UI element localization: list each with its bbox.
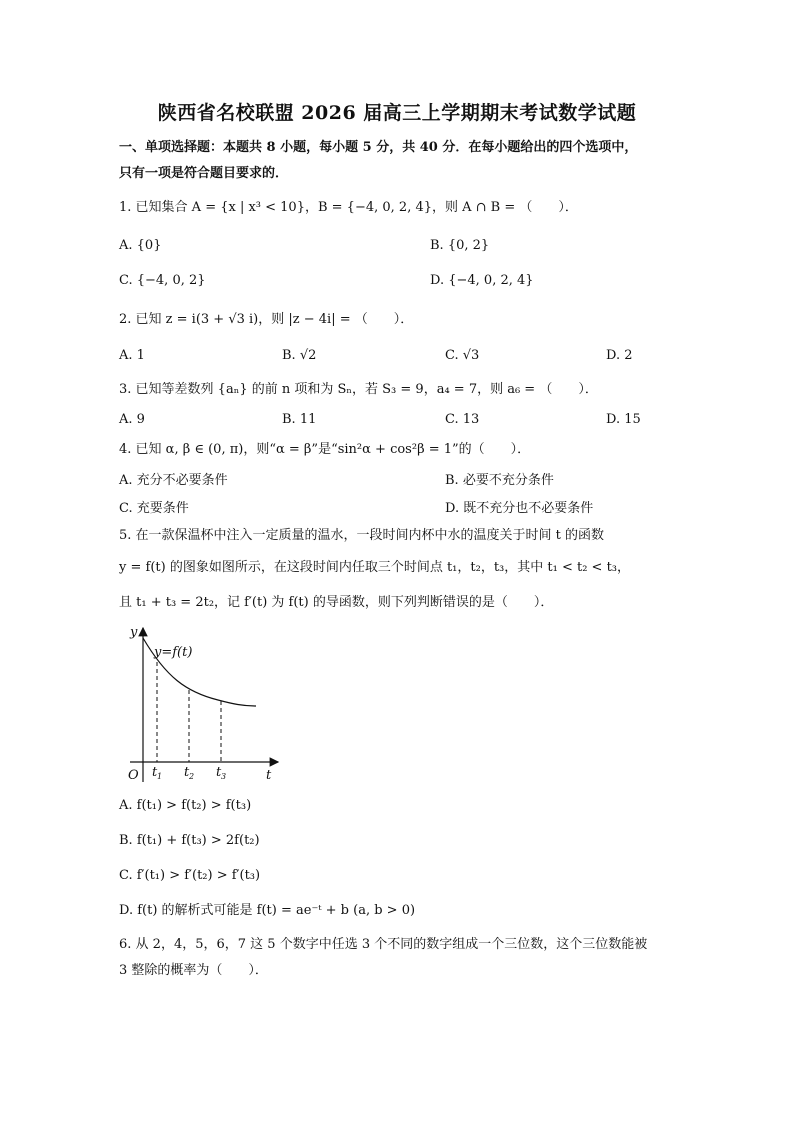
q4-option-b: B. 必要不充分条件 — [445, 473, 554, 488]
t3-label: t — [216, 765, 222, 780]
q3-option-a: A. 9 — [119, 412, 145, 427]
q1-option-c: C. {−4, 0, 2} — [119, 273, 206, 288]
q3-stem: 3. 已知等差数列 {aₙ} 的前 n 项和为 Sₙ，若 S₃ = 9，a₄ = 7，则 a₆ = （ ）． — [119, 382, 598, 397]
q1-option-b: B. {0, 2} — [430, 238, 490, 253]
q1-stem: 1. 已知集合 A = {x | x³ < 10}，B = {−4, 0, 2, 4}，则 A ∩ B = （ ）． — [119, 200, 578, 215]
q5-option-c: C. f′(t₁) > f′(t₂) > f′(t₃) — [119, 868, 261, 883]
x-axis-label: t — [266, 768, 272, 783]
t1-label: t — [152, 765, 158, 780]
q1-option-a: A. {0} — [119, 238, 162, 253]
q6-stem-line1: 6. 从 2，4，5，6，7 这 5 个数字中任选 3 个不同的数字组成一个三位数，这个三位数能被 — [119, 937, 648, 952]
t3-subscript: 3 — [221, 772, 227, 781]
curve-label: y=f(t) — [154, 645, 193, 660]
q2-option-c: C. √3 — [445, 348, 480, 363]
q4-option-c: C. 充要条件 — [119, 501, 189, 516]
q5-stem-line3: 且 t₁ + t₃ = 2t₂，记 f′(t) 为 f(t) 的导函数，则下列判断错误的是（ ）． — [119, 595, 554, 610]
q2-option-d: D. 2 — [606, 348, 633, 363]
t2-label: t — [184, 765, 190, 780]
q3-option-b: B. 11 — [282, 412, 317, 427]
q6-stem-line2: 3 整除的概率为（ ）． — [119, 963, 268, 978]
section-heading-line2: 只有一项是符合题目要求的． — [119, 166, 289, 181]
q3-option-d: D. 15 — [606, 412, 641, 427]
t2-subscript: 2 — [189, 772, 195, 781]
t1-subscript: 1 — [157, 772, 163, 781]
section-heading-line1: 一、单项选择题：本题共 8 小题，每小题 5 分，共 40 分．在每小题给出的四个选项中， — [119, 140, 638, 155]
q4-option-d: D. 既不充分也不必要条件 — [445, 501, 594, 516]
q5-option-d: D. f(t) 的解析式可能是 f(t) = ae⁻ᵗ + b (a, b > 0) — [119, 903, 416, 918]
q4-stem: 4. 已知 α, β ∈ (0, π)，则“α = β”是“sin²α + cos²β = 1”的（ ）． — [119, 442, 531, 457]
page-title: 陕西省名校联盟 2026 届高三上学期期末考试数学试题 — [157, 102, 637, 124]
q1-option-d: D. {−4, 0, 2, 4} — [430, 273, 534, 288]
origin-label: O — [128, 768, 139, 783]
q5-option-a: A. f(t₁) > f(t₂) > f(t₃) — [119, 798, 252, 813]
q5-option-b: B. f(t₁) + f(t₃) > 2f(t₂) — [119, 833, 260, 848]
q4-option-a: A. 充分不必要条件 — [119, 473, 228, 488]
q2-option-a: A. 1 — [119, 348, 145, 363]
q3-option-c: C. 13 — [445, 412, 480, 427]
q2-option-b: B. √2 — [282, 348, 317, 363]
q5-stem-line1: 5. 在一款保温杯中注入一定质量的温水，一段时间内杯中水的温度关于时间 t 的函数 — [119, 528, 605, 543]
q5-stem-line2: y = f(t) 的图象如图所示，在这段时间内任取三个时间点 t₁，t₂，t₃，其中 t₁ < t₂ < t₃， — [119, 560, 631, 575]
q2-stem: 2. 已知 z = i(3 + √3 i)，则 |z − 4i| = （ ）． — [119, 312, 414, 327]
function-graph — [118, 622, 288, 787]
y-axis-label: y — [130, 625, 138, 640]
